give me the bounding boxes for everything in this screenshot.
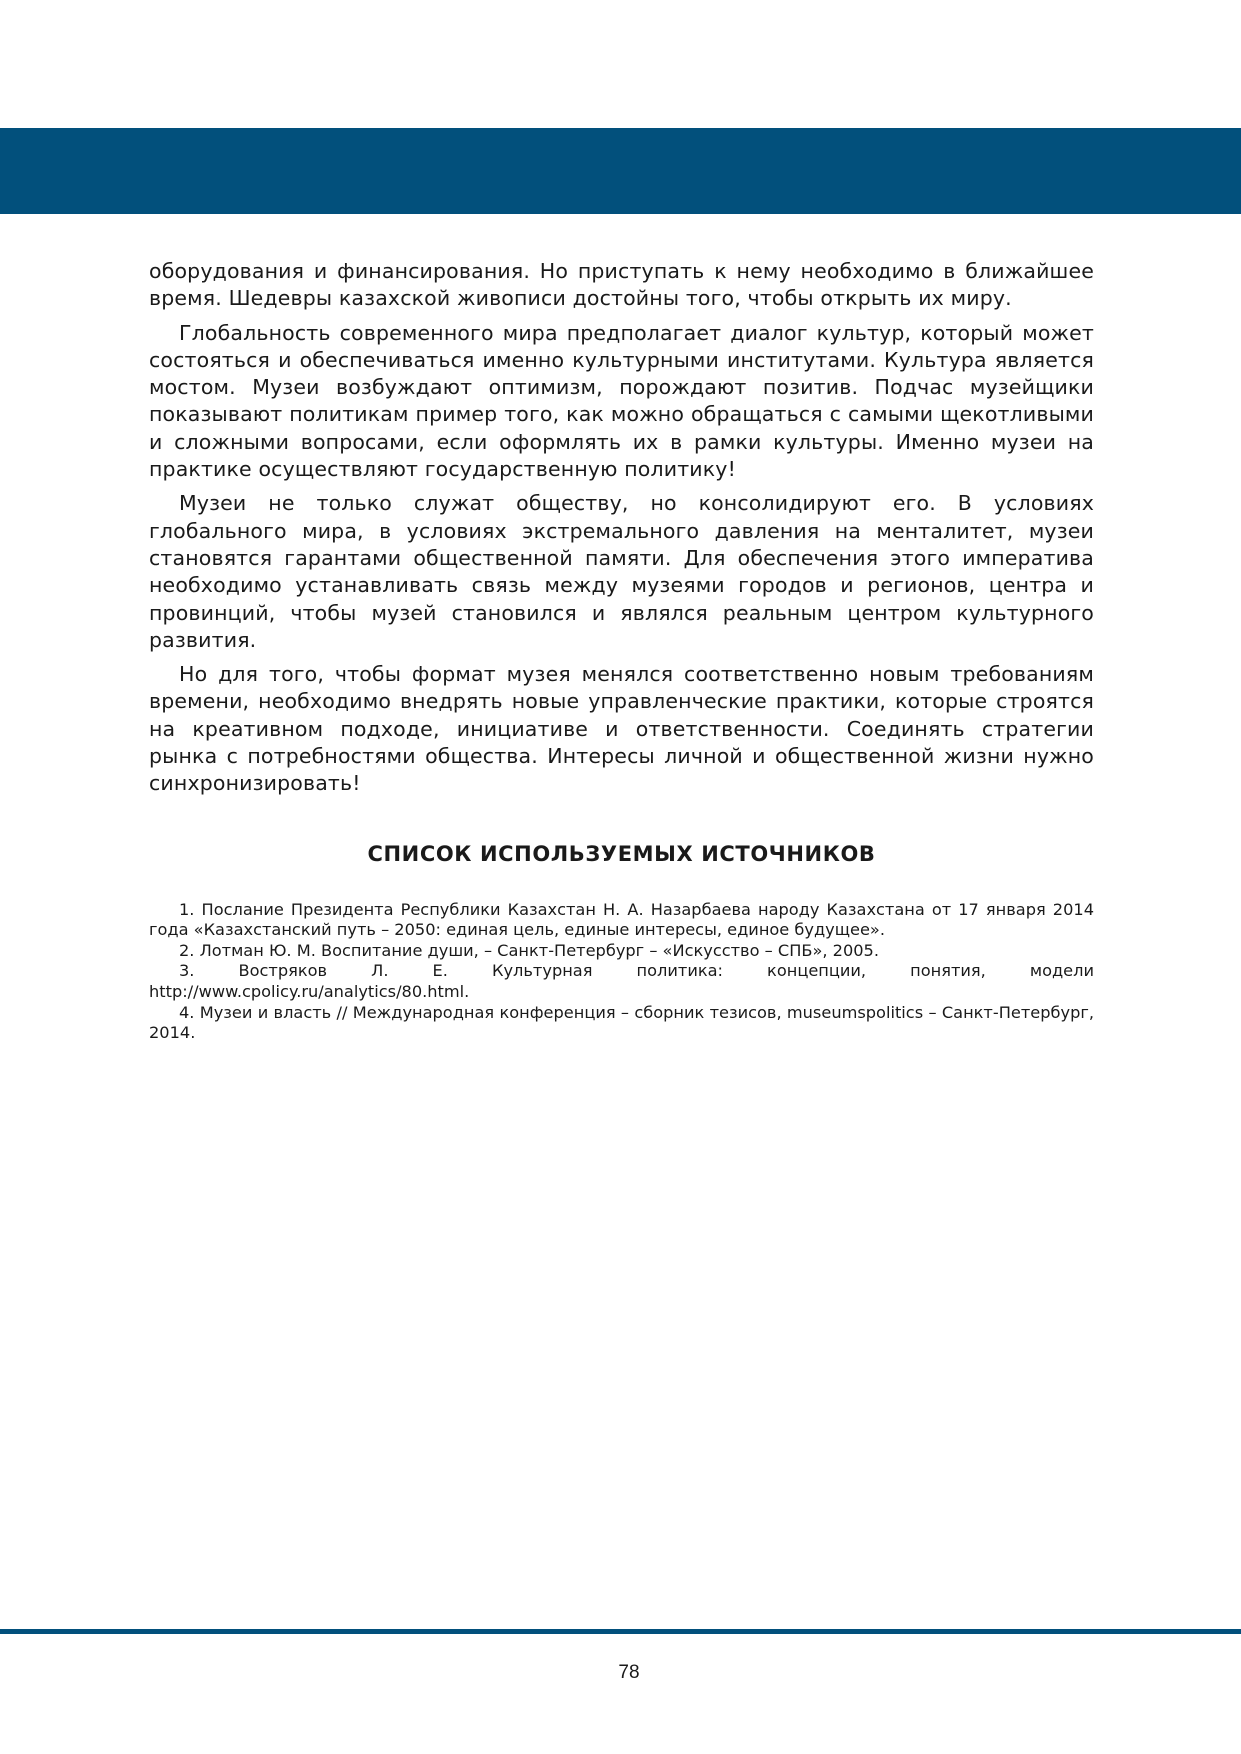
- paragraph: оборудования и финансирования. Но приступать к нему необходимо в ближайшее время. Шедевры казахской живописи достойны того, чтобы открыть их миру.: [149, 259, 1094, 311]
- references-list: [149, 900, 1094, 1044]
- header-band: [0, 128, 1241, 214]
- footer-rule: [0, 1629, 1241, 1634]
- reference-item: 1. Послание Президента Республики Казахстан Н. А. Назарбаева народу Казахстана от 17 января 2014 года «Казахстанский путь – 2050: единая цель, единые интересы, единое будущее».: [149, 899, 1094, 940]
- page-number: 78: [618, 1662, 640, 1683]
- references-section: [149, 842, 1094, 1044]
- references-title: СПИСОК ИСПОЛЬЗУЕМЫХ ИСТОЧНИКОВ: [367, 841, 876, 866]
- reference-item: 4. Музеи и власть // Международная конференция – сборник тезисов, museumspolitics – Санкт-Петербург, 2014.: [149, 1002, 1094, 1043]
- reference-item: 2. Лотман Ю. М. Воспитание души, – Санкт-Петербург – «Искусство – СПБ», 2005.: [179, 940, 880, 960]
- body-text: [149, 258, 1094, 798]
- paragraph: Но для того, чтобы формат музея менялся соответственно новым требованиям времени, необходимо внедрять новые управленческие практики, которые строятся на креативном подходе, инициативе и ответственности. Соединять стратегии рынка с потребностями общества. Интересы личной и общественной жизни нужно синхронизировать!: [149, 662, 1094, 796]
- reference-item: 3. Востряков Л. Е. Культурная политика: концепции, понятия, модели http://www.cpolicy.ru/analytics/80.html.: [149, 961, 1094, 1002]
- page-content: [149, 258, 1094, 1044]
- paragraph: Глобальность современного мира предполагает диалог культур, который может состояться и обеспечиваться именно культурными институтами. Культура является мостом. Музеи возбуждают оптимизм, порождают позитив. Подчас музейщики показывают политикам пример того, как можно обращаться с самыми щекотливыми и сложными вопросами, если оформлять их в рамки культуры. Именно музеи на практике осуществляют государственную политику!: [149, 320, 1094, 482]
- paragraph: Музеи не только служат обществу, но консолидируют его. В условиях глобального мира, в условиях экстремального давления на менталитет, музеи становятся гарантами общественной памяти. Для обеспечения этого императива необходимо устанавливать связь между музеями городов и регионов, центра и провинций, чтобы музей становился и являлся реальным центром культурного развития.: [149, 491, 1094, 652]
